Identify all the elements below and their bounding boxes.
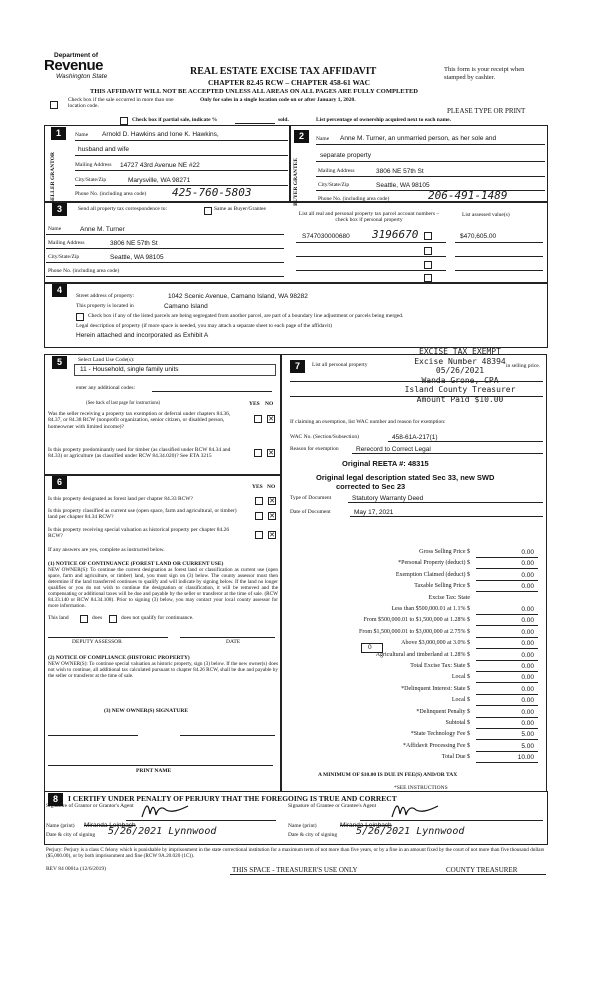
s6-q2-no[interactable]: ✕ xyxy=(269,512,275,520)
street-label: Street address of property: xyxy=(76,293,135,299)
calc-label: Total Excise Tax: State $ xyxy=(410,663,470,669)
receipt-note: This form is your receipt when stamped by cashier. xyxy=(444,66,525,81)
grantee-name-2[interactable]: separate property xyxy=(320,152,371,159)
please-type: PLEASE TYPE OR PRINT xyxy=(447,107,526,115)
minimum-note: A MINIMUM OF $10.00 IS DUE IN FEE(S) AND/OR TAX xyxy=(318,772,458,778)
calc-label: Taxable Selling Price $ xyxy=(414,583,470,589)
section-3-number: 3 xyxy=(52,203,67,216)
original-legal-2: corrected to Sec 23 xyxy=(336,482,406,491)
calc-value[interactable]: 5.00 xyxy=(521,743,534,750)
grantor-name-2[interactable]: husband and wife xyxy=(78,146,129,153)
section-4-number: 4 xyxy=(52,284,67,297)
grantee-name[interactable]: Anne M. Turner, an unmarried person, as her sole and xyxy=(340,135,497,142)
calc-label: Local $ xyxy=(451,674,470,680)
perjury-note: Perjury: Perjury is a class C felony which is punishable by imprisonment in the state correctional institution for a maximum term of not more than five years, or by a fine in an amount fixed by the court of not more than five thousand dollars ($5,000.00), or by both imprisonment and fine (RCW 9A.20.020 (1C)). xyxy=(46,847,545,860)
grantor-sig-label: Signature of Grantor or Grantor's Agent xyxy=(46,803,134,809)
grantee-phone-label: Phone No. (including area code) xyxy=(318,196,390,202)
s6-q3-no[interactable]: ✕ xyxy=(269,531,275,539)
reason-label: Reason for exemption xyxy=(290,446,339,452)
calc-value[interactable]: 0.00 xyxy=(521,720,534,727)
not-accepted-note: THIS AFFIDAVIT WILL NOT BE ACCEPTED UNLESS ALL AREAS ON ALL PAGES ARE FULLY COMPLETED xyxy=(90,88,418,95)
calc-value[interactable]: 0.00 xyxy=(521,549,534,556)
calc-value[interactable]: 0.00 xyxy=(521,652,534,659)
calc-value[interactable]: 0.00 xyxy=(521,583,534,590)
s5-q1-yes[interactable] xyxy=(254,415,262,423)
grantor-name-label: Name (print) xyxy=(46,823,75,829)
grantee-name-label: Name xyxy=(316,136,330,142)
parcel-hand: 3196670 xyxy=(372,228,419,241)
section-2-number: 2 xyxy=(294,130,309,143)
calc-label: *Delinquent Interest: State $ xyxy=(401,686,470,692)
located-in[interactable]: Camano Island xyxy=(164,303,208,310)
grantor-print-name[interactable]: Miranda Leinbach xyxy=(84,822,136,829)
stamp-line2: Excise Number 48394 xyxy=(414,356,506,366)
s3-address[interactable]: 3806 NE 57th St xyxy=(110,240,158,247)
calc-label: From $1,500,000.01 to $3,000,000 at 2.75% $ xyxy=(359,629,470,635)
calc-label: Total Due $ xyxy=(441,754,470,760)
doc-date-value[interactable]: May 17, 2021 xyxy=(354,509,394,516)
stamp-line6: Amount Paid $10.00 xyxy=(416,394,504,404)
legal-desc-label: Legal description of property (if more space is needed, you may attach a separate sheet to each page of the affidavit) xyxy=(76,323,332,329)
county-treasurer-label: COUNTY TREASURER xyxy=(446,866,518,874)
s6-if-yes: If any answers are yes, complete as instructed below. xyxy=(48,547,165,553)
stamp-line4: Wanda Grone, CPA xyxy=(421,375,499,385)
notice2-title: (2) NOTICE OF COMPLIANCE (HISTORIC PROPERTY) xyxy=(48,655,190,661)
grantor-city[interactable]: Marysville, WA 98271 xyxy=(128,177,191,184)
parcel-number[interactable]: S747030000680 xyxy=(302,233,350,240)
section-7-number: 7 xyxy=(290,360,305,373)
calc-value[interactable]: 0.00 xyxy=(521,560,534,567)
segregated-label: Check box if any of the listed parcels are being segregated from another parcel, are part of a boundary line adjustment or parcels being merged. xyxy=(88,313,404,319)
s3-phone-label: Phone No. (including area code) xyxy=(48,268,120,274)
grantee-sig-label: Signature of Grantee or Grantee's Agent xyxy=(288,803,377,809)
s5-q2-yes[interactable] xyxy=(254,449,262,457)
multi-location-label: Check box if the sale occurred in more than one location code. xyxy=(68,97,174,110)
grantor-date-city[interactable]: 5/26/2021 Lynnwood xyxy=(108,826,217,837)
in-selling-price-label: in selling price. xyxy=(506,363,541,369)
sold-label: sold. xyxy=(278,117,289,123)
calc-value[interactable]: 0.00 xyxy=(521,697,534,704)
partial-sale-checkbox[interactable] xyxy=(120,117,128,125)
calc-label: Above $3,000,000 at 3.0% $ xyxy=(401,640,470,646)
personal-property-checkbox-3[interactable] xyxy=(424,261,432,269)
calc-value[interactable]: 10.00 xyxy=(517,754,534,761)
legal-desc[interactable]: Herein attached and incorporated as Exhibit A xyxy=(76,332,209,339)
notice1-title: (1) NOTICE OF CONTINUANCE (FOREST LAND OR CURRENT USE) xyxy=(48,561,224,567)
calc-value[interactable]: 0.00 xyxy=(521,674,534,681)
grantee-side-label: BUYER GRANTEE xyxy=(293,158,299,206)
stamp-line3: 05/26/2021 xyxy=(435,366,485,375)
grantor-address[interactable]: 14727 43rd Avenue NE #22 xyxy=(120,162,200,169)
grantor-signature[interactable] xyxy=(140,800,190,820)
does-checkbox[interactable] xyxy=(80,615,88,623)
calc-label: Less than $500,000.01 at 1.1% $ xyxy=(391,606,470,612)
notice1-body: NEW OWNER(S): To continue the current designation as forest land or classification as current use (open space, farm and agriculture, or timber) land, you must sign on (3) below. The county assessor must then determine if the land transferred continues to qualify and will indicate by signing below. If the land no longer qualifies or you do not wish to continue the designation or classification, it will be removed and the compensating or additional taxes will be due and payable by the seller or transferor at the time of sale. (RCW 84.33.140 or RCW 84.34.108). Prior to signing (3) below, you may contact your local county assessor for more information. xyxy=(48,567,278,609)
new-owner-sig-label: (3) NEW OWNER(S) SIGNATURE xyxy=(104,708,188,714)
assessed-value[interactable]: $470,605.00 xyxy=(460,233,497,240)
section-6-number: 6 xyxy=(52,476,67,489)
stamp-line5: Island County Treasurer xyxy=(404,385,516,394)
calc-label: Local $ xyxy=(451,697,470,703)
grantee-date-label: Date & city of signing xyxy=(288,832,338,838)
s3-city[interactable]: Seattle, WA 98105 xyxy=(110,254,164,261)
certify-statement: I CERTIFY UNDER PENALTY OF PERJURY THAT THE FOREGOING IS TRUE AND CORRECT xyxy=(68,794,397,803)
wac-label: WAC No. (Section/Subsection) xyxy=(290,434,359,440)
partial-sale-label: Check box if partial sale, indicate % xyxy=(132,117,218,123)
calc-label: *State Technology Fee $ xyxy=(410,731,470,737)
deputy-date-label: DATE xyxy=(226,639,241,645)
reason-value[interactable]: Rerecord to Correct Legal xyxy=(356,446,431,453)
this-land-label: This land xyxy=(48,615,69,621)
calc-label: *Delinquent Penalty $ xyxy=(416,709,470,715)
grantor-side-label: SELLER GRANTOR xyxy=(50,152,56,204)
calc-value[interactable]: 0.00 xyxy=(521,606,534,613)
treasurer-use-label: THIS SPACE - TREASURER'S USE ONLY xyxy=(232,866,358,874)
does-not-label: does not qualify for continuance. xyxy=(121,615,194,621)
exemption-label: If claiming an exemption, list WAC number and reason for exemption: xyxy=(290,419,446,425)
s5-yes: YES xyxy=(249,401,260,407)
land-use-label: Select Land Use Code(s): xyxy=(78,357,135,363)
print-name-label: PRINT NAME xyxy=(136,768,172,774)
grantee-signature[interactable] xyxy=(390,800,440,820)
original-reeta: Original REETA #: 48315 xyxy=(342,459,429,468)
wac-value[interactable]: 458-61A-217(1) xyxy=(392,434,438,441)
dor-logo xyxy=(44,52,139,82)
s6-no: NO xyxy=(267,484,276,490)
dor-logo-line1: Department of xyxy=(54,52,99,59)
notice2-body: NEW OWNER(S): To continue special valuation as historic property, sign (3) below. If the new owner(s) does not wish to continue, all additional tax calculated pursuant to chapter 84.26 RCW, shall be due and payable by the seller or transferor at the time of sale. xyxy=(48,661,278,679)
s5-q1: Was the seller receiving a property tax exemption or deferral under chapters 84.36, 84.37, or 84.38 RCW (nonprofit organization, senior citizen, or disabled person, homeowner with limited income)? xyxy=(48,411,231,430)
calc-label: From $500,000.01 to $1,500,000 at 1.28% $ xyxy=(363,617,470,623)
form-title: REAL ESTATE EXCISE TAX AFFIDAVIT xyxy=(190,66,377,77)
street-address[interactable]: 1042 Scenic Avenue, Camano Island, WA 98282 xyxy=(168,293,308,300)
section-1-number: 1 xyxy=(51,127,66,140)
calc-value[interactable]: 0.00 xyxy=(521,629,534,636)
calc-value[interactable]: 0.00 xyxy=(521,663,534,670)
list-pct-label: List percentage of ownership acquired next to each name. xyxy=(316,117,451,123)
grantee-address-label: Mailing Address xyxy=(318,168,355,174)
form-number: REV 84 0001a (12/6/2019) xyxy=(46,866,106,872)
grantee-city[interactable]: Seattle, WA 98105 xyxy=(376,182,430,189)
doc-type-label: Type of Document xyxy=(290,495,332,501)
section-8-number: 8 xyxy=(48,793,63,806)
see-back-label: (See back of last page for instructions) xyxy=(86,401,161,406)
dor-logo-line2: Revenue xyxy=(44,57,104,74)
multi-location-checkbox[interactable] xyxy=(50,101,58,109)
calc-label: Agricultural and timberland at 1.28% $ xyxy=(375,652,470,658)
s6-q3-yes[interactable] xyxy=(255,531,263,539)
s6-q1-no[interactable]: ✕ xyxy=(269,497,275,505)
doc-type-value[interactable]: Statutory Warranty Deed xyxy=(352,495,424,502)
local-rate-box xyxy=(361,643,383,653)
doc-date-label: Date of Document xyxy=(290,509,331,515)
segregated-checkbox[interactable] xyxy=(76,313,84,321)
s5-no: NO xyxy=(265,401,274,407)
original-legal-1: Original legal description stated Sec 33, new SWD xyxy=(316,473,495,482)
additional-codes-label: enter any additional codes: xyxy=(76,385,136,391)
local-rate-value[interactable]: 0 xyxy=(368,644,372,651)
grantee-name-label: Name (print) xyxy=(288,823,317,829)
s3-name[interactable]: Anne M. Turner xyxy=(80,226,125,233)
calc-value[interactable]: 0.00 xyxy=(521,640,534,647)
calc-value[interactable]: 0.00 xyxy=(521,572,534,579)
grantee-phone[interactable]: 206-491-1489 xyxy=(428,189,508,202)
s5-q2: Is this property predominantly used for timber (as classified under RCW 84.34 and 84.33) or agriculture (as classified under RCW 84.34.020)? See ETA 3215 xyxy=(48,447,231,460)
calc-value[interactable]: 5.00 xyxy=(521,731,534,738)
land-use-value[interactable]: 11 - Household, single family units xyxy=(80,366,179,373)
calc-label: *Affidavit Processing Fee $ xyxy=(402,743,470,749)
grantor-city-label: City/State/Zip xyxy=(75,177,107,183)
assessed-header: List assessed value(s) xyxy=(462,212,510,218)
located-label: This property is located in xyxy=(76,303,134,309)
s3-name-label: Name xyxy=(48,226,62,232)
same-as-grantee-label: Same as Buyer/Grantee xyxy=(214,206,266,212)
does-label: does xyxy=(92,615,103,621)
list-personal-label: List all personal property xyxy=(312,362,368,368)
personal-property-checkbox-4[interactable] xyxy=(424,274,432,282)
s6-q1: Is this property designated as forest land per chapter 84.33 RCW? xyxy=(48,496,193,502)
personal-property-checkbox-2[interactable] xyxy=(424,247,432,255)
calc-label: Subtotal $ xyxy=(445,720,470,726)
does-not-checkbox[interactable] xyxy=(109,615,117,623)
grantee-address[interactable]: 3806 NE 57th St xyxy=(376,168,424,175)
parcel-header: List all real and personal property tax parcel account numbers – check box if personal property xyxy=(298,211,440,224)
calc-value[interactable]: 0.00 xyxy=(521,709,534,716)
s3-address-label: Mailing Address xyxy=(48,240,85,246)
grantor-name[interactable]: Arnold D. Hawkins and Ione K. Hawkins, xyxy=(102,131,219,138)
grantor-date-label: Date & city of signing xyxy=(46,832,96,838)
section-5-number: 5 xyxy=(52,356,67,369)
calc-label: Gross Selling Price $ xyxy=(419,549,470,555)
calc-label: Exemption Claimed (deduct) $ xyxy=(395,572,470,578)
exempt-stamp xyxy=(380,347,540,404)
see-instructions: *SEE INSTRUCTIONS xyxy=(394,785,448,791)
s6-q1-yes[interactable] xyxy=(255,497,263,505)
s6-q3: Is this property receiving special valuation as historical property per chapter 84.26 RCW? xyxy=(48,527,230,540)
grantor-address-label: Mailing Address xyxy=(75,162,112,168)
grantor-name-label: Name xyxy=(75,132,89,138)
same-as-grantee-checkbox[interactable] xyxy=(204,207,212,215)
calc-label: *Personal Property (deduct) $ xyxy=(398,560,470,566)
s5-q2-no[interactable]: ✕ xyxy=(268,449,274,457)
form-chapter: CHAPTER 82.45 RCW – CHAPTER 458-61 WAC xyxy=(208,78,371,87)
s6-yes: YES xyxy=(252,484,263,490)
dor-logo-line3: Washington State xyxy=(56,73,108,80)
grantee-date-city[interactable]: 5/26/2021 Lynnwood xyxy=(356,826,465,837)
deputy-assessor-label: DEPUTY ASSESSOR xyxy=(72,639,122,645)
section-6-designation xyxy=(44,474,282,792)
calc-label: Excise Tax: State xyxy=(428,595,470,601)
grantee-city-label: City/State/Zip xyxy=(318,182,350,188)
send-correspondence-label: Send all property tax correspondence to: xyxy=(78,206,168,212)
s3-city-label: City/State/Zip xyxy=(48,254,80,260)
grantor-phone[interactable]: 425-760-5803 xyxy=(172,186,252,199)
only-for-sales-note: Only for sales in a single location code on or after January 1, 2020. xyxy=(200,97,356,103)
calc-value[interactable]: 0.00 xyxy=(521,686,534,693)
grantor-phone-label: Phone No. (including area code) xyxy=(75,191,147,197)
s6-q2-yes[interactable] xyxy=(255,512,263,520)
calc-value[interactable]: 0.00 xyxy=(521,617,534,624)
stamp-line1: EXCISE TAX EXEMPT xyxy=(419,347,501,356)
s5-q1-no[interactable]: ✕ xyxy=(268,415,274,423)
grantee-print-name[interactable]: Miranda Leinbach xyxy=(340,822,392,829)
personal-property-checkbox-1[interactable] xyxy=(424,232,432,240)
s6-q2: Is this property classified as current use (open space, farm and agricultural, or timber) land per chapter 84.34 RCW? xyxy=(48,508,237,521)
